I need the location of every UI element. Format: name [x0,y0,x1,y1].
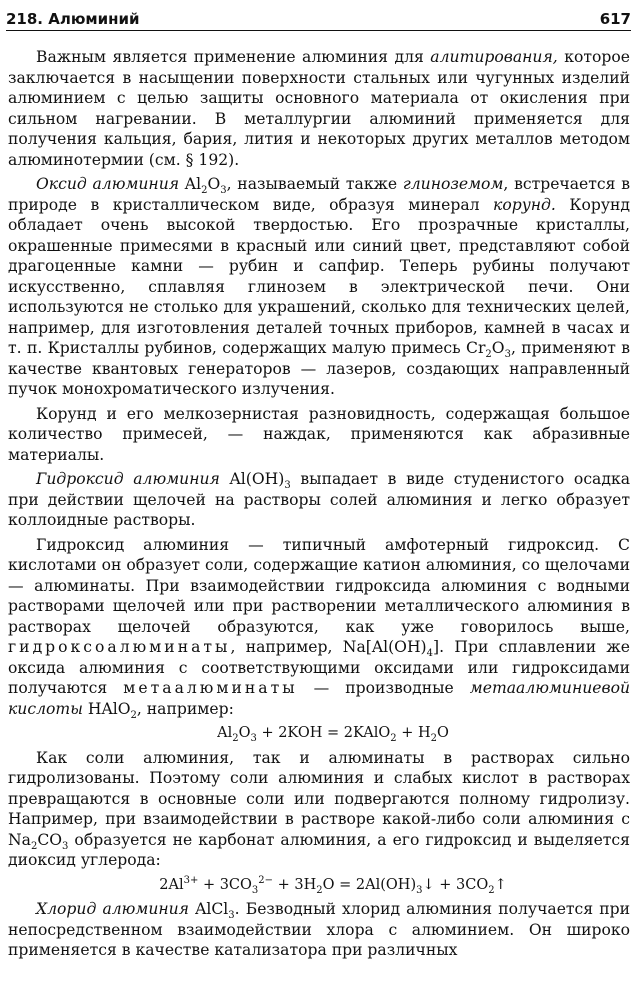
term-metaaluminates: метаалюминаты [123,679,298,697]
running-head [6,2,631,31]
equation-alumina-koh: $Al_2O_3 + 2KOH$ = 2KAlO$_2$ + $H_2O$ [217,725,449,744]
term-alitizing: алитирования, [430,48,558,66]
paragraph-aluminium-oxide: Оксид алюминия $Al_2O_3$, называемый также глиноземом, встречается в природе в кристаллическом виде, образуя минерал корунд. Корунд обладает очень высокой твердостью. Его прозрачные кристаллы, окрашенные примесями в красный или синий цвет, представляют собой драгоценные камни — рубин и сапфир. Теперь рубины получают искусственно, сплавляя глинозем в электрической печи. Они используются не столько для украшений, сколько для технических целей, например, для изготовления деталей точных приборов, камней в часах и т. п. Кристаллы рубинов, содержащих малую примесь $Cr_2O_3$, применяют в качестве квантовых генераторов — лазеров, создающих направленный пучок монохроматического излучения. [8,175,630,398]
term-hydroxoaluminates: гидроксоалюминаты [8,638,231,656]
gas-arrow: ↑ [494,876,507,893]
paragraph-amphoteric: Гидроксид алюминия — типичный амфотерный гидроксид. С кислотами он образует соли, содержащие катион алюминия, со щелочами — алюминаты. При взаимодействии гидроксида алюминия с водными растворами щелочей или при растворении металлического алюминия в растворах щелочей образуются, как уже говорилось выше, гидроксоалюминаты, например, $Na[Al(OH)_4]$. При сплавлении же оксида алюминия с соответствующими оксидами или гидроксидами получаются метаалюминаты — производные метаалюминиевой кислоты HAlO$_2$, например: [8,535,631,721]
term-aluminium-chloride: Хлорид алюминия [36,900,190,918]
term-corundum: корунд. [493,195,556,214]
paragraph-hydrolysis: Как соли алюминия, так и алюминаты в растворах сильно гидролизованы. Поэтому соли алюминия и слабых кислот в растворах превращаются в основные соли или подвергаются полному гидролизу. Например, при взаимодействии в растворе какой-либо соли алюминия с $Na_2CO_3$ образуется не карбонат алюминия, а его гидроксид и выделяется диоксид углерода: [8,748,630,869]
paragraph-emery: Корунд и его мелкозернистая разновидность, содержащая большое количество примесей, — наждак, применяются как абразивные материалы. [8,404,630,464]
body-text [8,47,630,961]
term-alumina: глиноземом [402,175,504,193]
page-number: 617 [599,10,631,28]
paragraph-aluminium-chloride: Хлорид алюминия AlCl$_3$. Безводный хлорид алюминия получается при непосредственном взаимодействии хлора с алюминием. Он широко применяется в качестве катализатора при различных [8,900,630,959]
term-aluminium-hydroxide: Гидроксид алюминия [36,470,220,488]
paragraph-aluminium-hydroxide: Гидроксид алюминия $Al(OH)_3$ выпадает в виде студенистого осадка при действии щелочей на растворы солей алюминия и легко образует коллоидные растворы. [8,470,630,529]
precipitate-arrow: ↓ [422,876,435,893]
paragraph-alitizing: Важным является применение алюминия для алитирования, которое заключается в насыщении поверхности стальных или чугунных изделий алюминием с целью защиты основного материала от окисления при сильном нагревании. В металлургии алюминий применяется для получения кальция, бария, лития и некоторых других металлов методом алюминотермии (см. § 192). [8,48,630,169]
section-title: 218. Алюминий [6,10,140,28]
term-metaaluminic-acid: метаалюминиевой кислоты [8,679,631,718]
equation-hydrolysis: $2Al^{3+} + 3CO_3^{2-} + 3H_2O$ = $2Al(OH)_3↓$ + $3CO_2↑$ [159,874,507,896]
term-aluminium-oxide: Оксид алюминия [36,175,180,193]
